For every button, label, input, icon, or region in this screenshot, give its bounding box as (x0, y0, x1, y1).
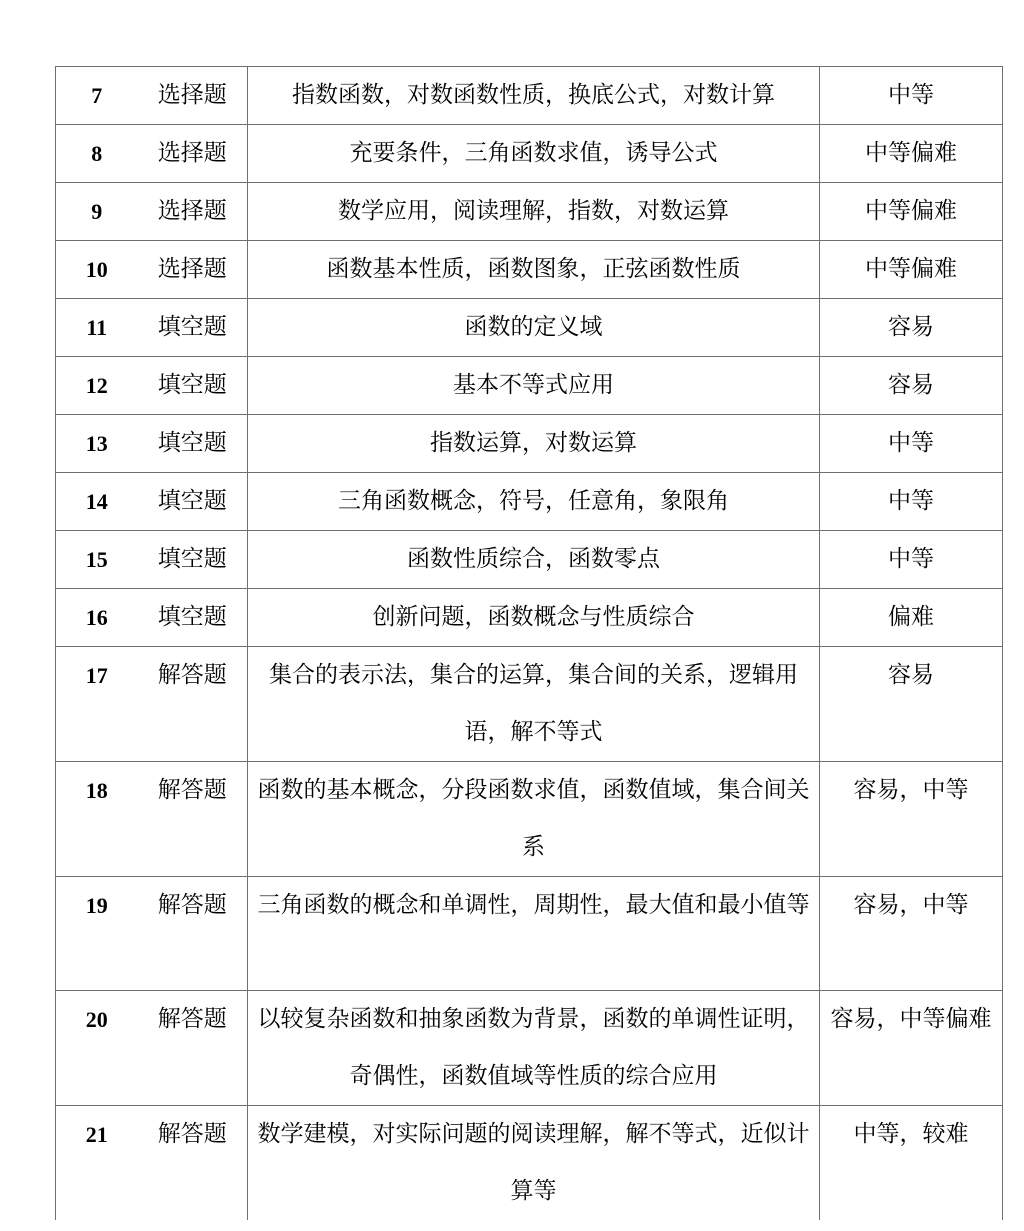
question-difficulty: 中等偏难 (820, 125, 1003, 183)
table-row (56, 125, 1003, 183)
question-number: 9 (56, 183, 138, 241)
question-number: 12 (56, 357, 138, 415)
table-row (56, 183, 1003, 241)
question-topic: 基本不等式应用 (248, 357, 820, 415)
question-type: 填空题 (138, 589, 248, 647)
question-number: 13 (56, 415, 138, 473)
question-type: 填空题 (138, 357, 248, 415)
question-topic: 以较复杂函数和抽象函数为背景，函数的单调性证明，奇偶性，函数值域等性质的综合应用 (248, 991, 820, 1106)
table-row (56, 877, 1003, 991)
question-type: 填空题 (138, 531, 248, 589)
question-difficulty: 容易，中等 (820, 877, 1003, 991)
table-row (56, 67, 1003, 125)
question-number: 16 (56, 589, 138, 647)
question-difficulty: 容易 (820, 357, 1003, 415)
question-topic: 指数函数，对数函数性质，换底公式，对数计算 (248, 67, 820, 125)
question-type: 解答题 (138, 991, 248, 1106)
table-row (56, 1106, 1003, 1221)
question-type: 解答题 (138, 762, 248, 877)
question-number: 8 (56, 125, 138, 183)
question-type: 选择题 (138, 125, 248, 183)
question-type: 选择题 (138, 241, 248, 299)
question-topic: 函数基本性质，函数图象，正弦函数性质 (248, 241, 820, 299)
question-number: 21 (56, 1106, 138, 1221)
question-topic: 充要条件，三角函数求值，诱导公式 (248, 125, 820, 183)
table-row (56, 415, 1003, 473)
question-difficulty: 中等 (820, 473, 1003, 531)
table-row (56, 531, 1003, 589)
question-type: 填空题 (138, 299, 248, 357)
question-topic: 函数的基本概念，分段函数求值，函数值域，集合间关系 (248, 762, 820, 877)
exam-analysis-table (55, 66, 1003, 1220)
table-row (56, 357, 1003, 415)
question-difficulty: 容易，中等 (820, 762, 1003, 877)
question-topic: 函数性质综合，函数零点 (248, 531, 820, 589)
question-number: 15 (56, 531, 138, 589)
question-topic: 创新问题，函数概念与性质综合 (248, 589, 820, 647)
table-row (56, 762, 1003, 877)
question-difficulty: 容易 (820, 299, 1003, 357)
question-topic: 集合的表示法，集合的运算，集合间的关系，逻辑用语，解不等式 (248, 647, 820, 762)
question-type: 填空题 (138, 415, 248, 473)
question-topic: 函数的定义域 (248, 299, 820, 357)
question-type: 解答题 (138, 647, 248, 762)
question-difficulty: 偏难 (820, 589, 1003, 647)
question-difficulty: 中等偏难 (820, 183, 1003, 241)
question-type: 选择题 (138, 67, 248, 125)
question-type: 选择题 (138, 183, 248, 241)
question-difficulty: 中等偏难 (820, 241, 1003, 299)
question-type: 解答题 (138, 877, 248, 991)
question-number: 14 (56, 473, 138, 531)
question-number: 10 (56, 241, 138, 299)
question-topic: 指数运算，对数运算 (248, 415, 820, 473)
table-row (56, 589, 1003, 647)
table-row (56, 299, 1003, 357)
question-topic: 数学应用，阅读理解，指数，对数运算 (248, 183, 820, 241)
question-number: 20 (56, 991, 138, 1106)
question-topic: 数学建模，对实际问题的阅读理解，解不等式，近似计算等 (248, 1106, 820, 1221)
table-row (56, 991, 1003, 1106)
question-difficulty: 中等 (820, 415, 1003, 473)
table-row (56, 473, 1003, 531)
question-number: 18 (56, 762, 138, 877)
question-number: 7 (56, 67, 138, 125)
question-difficulty: 中等 (820, 67, 1003, 125)
question-topic: 三角函数概念，符号，任意角，象限角 (248, 473, 820, 531)
question-topic: 三角函数的概念和单调性，周期性，最大值和最小值等 (248, 877, 820, 991)
question-number: 17 (56, 647, 138, 762)
question-difficulty: 容易 (820, 647, 1003, 762)
question-type: 解答题 (138, 1106, 248, 1221)
question-type: 填空题 (138, 473, 248, 531)
question-difficulty: 中等，较难 (820, 1106, 1003, 1221)
question-number: 19 (56, 877, 138, 991)
question-number: 11 (56, 299, 138, 357)
table-row (56, 241, 1003, 299)
question-difficulty: 中等 (820, 531, 1003, 589)
table-row (56, 647, 1003, 762)
question-difficulty: 容易，中等偏难 (820, 991, 1003, 1106)
